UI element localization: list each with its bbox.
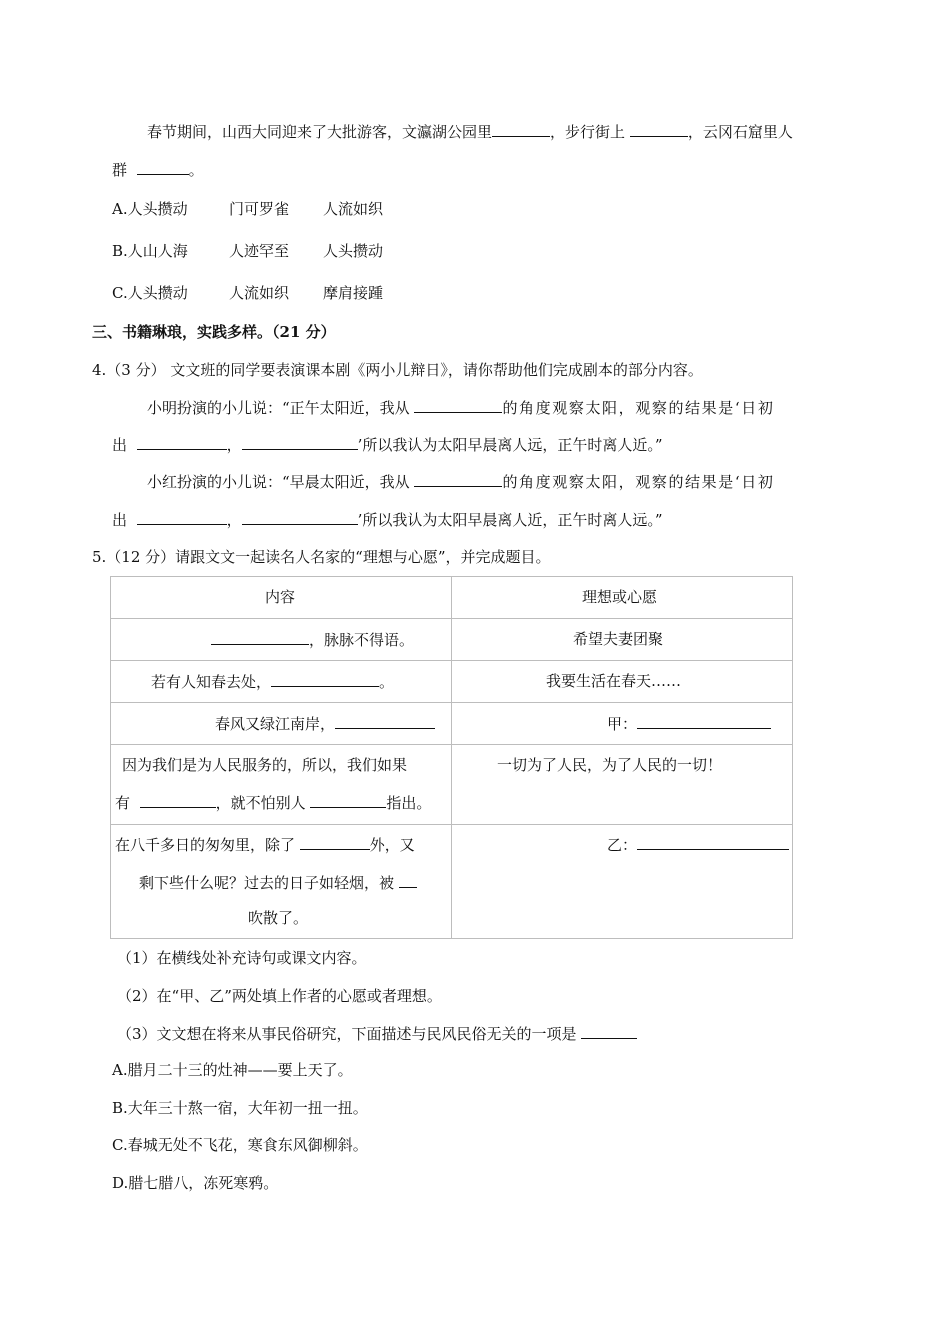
q4-text: ’所以我认为太阳早晨离人近，正午时离人远。” [357,511,663,529]
table-row-4-content-line2 [115,791,431,814]
option-word: 人山人海 [127,242,188,260]
q3-option-a-word2: 门可罗雀 [229,200,290,218]
q3-stem-line2 [112,158,204,181]
q4-xiaoming-line1 [147,396,774,419]
table-header-content: 内容 [265,588,296,606]
q4-text: 小红扮演的小儿说：“早晨太阳近，我从 [147,473,410,491]
table-row-5-content-line1 [115,833,415,856]
table-row-5-content-line3: 吹散了。 [248,909,309,927]
q3-stem-line1 [147,120,793,143]
answer-blank[interactable] [630,120,688,137]
cell-text: 指出。 [386,794,432,812]
option-label: B. [112,242,128,260]
table-divider [111,824,792,825]
answer-blank[interactable] [492,120,550,137]
section-heading: 三、书籍琳琅，实践多样。（21 分） [92,323,336,341]
q3-stem-text: 春节期间，山西大同迎来了大批游客，文瀛湖公园里 [147,123,493,141]
cell-text: 有 [115,794,131,812]
table-header-ideal: 理想或心愿 [582,588,658,606]
answer-blank[interactable] [310,791,386,808]
cell-text: 剩下些什么呢？过去的日子如轻烟，被 [139,874,395,892]
cell-text: 外，又 [369,836,415,854]
table-row-1-content [211,628,414,651]
cell-text: ，脉脉不得语。 [309,631,415,649]
q4-text: 小明扮演的小儿说：“正午太阳近，我从 [147,399,410,417]
q3-option-b[interactable] [112,240,188,262]
q4-xiaohong-line2 [112,508,663,531]
answer-blank[interactable] [140,791,216,808]
cell-text: 若有人知春去处， [151,673,272,691]
cell-label: 乙： [607,836,638,854]
q3-option-c-word3: 摩肩接踵 [323,284,384,302]
answer-blank[interactable] [242,433,358,450]
q5-sub3 [117,1022,637,1045]
table-row-4-ideal: 一切为了人民，为了人民的一切！ [497,756,723,774]
answer-blank[interactable] [137,158,189,175]
table-divider [111,744,792,745]
q5-sub1: （1）在横线处补充诗句或课文内容。 [117,949,367,967]
q4-text: ， [226,511,242,529]
q4-text: ’所以我认为太阳早晨离人远，正午时离人近。” [357,436,663,454]
q3-option-a-word3: 人流如织 [323,200,384,218]
answer-blank[interactable] [137,508,227,525]
q3-option-b-word3: 人头攒动 [323,242,384,260]
q3-option-a[interactable] [112,198,188,220]
q4-text: 出 [112,436,128,454]
q5-option-a[interactable]: A.腊月二十三的灶神——要上天了。 [112,1061,353,1079]
answer-blank[interactable] [399,871,417,888]
answer-blank[interactable] [242,508,358,525]
q5-option-b[interactable]: B.大年三十熬一宿，大年初一扭一扭。 [112,1099,368,1117]
cell-text: ，就不怕别人 [215,794,306,812]
q5-option-d[interactable]: D.腊七腊八，冻死寒鸦。 [112,1174,279,1192]
q4-text: ， [226,436,242,454]
table-divider [111,660,792,661]
q3-stem-text: 。 [188,161,204,179]
ideals-table [110,576,793,939]
option-word: 人头攒动 [127,284,188,302]
q3-option-c[interactable] [112,282,188,304]
cell-text: 春风又绿江南岸， [215,715,336,733]
q3-stem-text: ，云冈石窟里人 [687,123,793,141]
answer-blank[interactable] [211,628,309,645]
option-label: C. [112,284,128,302]
table-row-5-content-line2 [139,871,417,894]
cell-text: 在八千多日的匆匆里，除了 [115,836,296,854]
q4-stem: 4.（3 分） 文文班的同学要表演课本剧《两小儿辩日》，请你帮助他们完成剧本的部分内容。 [92,361,703,379]
q3-stem-text: 群 [112,161,128,179]
q4-text: 的角度观察太阳，观察的结果是‘日初 [502,473,775,491]
answer-blank[interactable] [637,712,771,729]
q5-sub3-text: （3）文文想在将来从事民俗研究，下面描述与民风民俗无关的一项是 [117,1025,577,1043]
q5-sub2: （2）在“甲、乙”两处填上作者的心愿或者理想。 [117,987,442,1005]
q4-xiaohong-line1 [147,470,774,493]
answer-blank[interactable] [300,833,370,850]
answer-blank[interactable] [335,712,435,729]
table-divider [111,618,792,619]
table-row-3-content [215,712,435,735]
q4-text: 出 [112,511,128,529]
cell-text: 。 [379,673,395,691]
table-row-1-ideal: 希望夫妻团聚 [573,630,664,648]
table-row-2-ideal: 我要生活在春天…… [546,672,682,690]
q3-option-b-word2: 人迹罕至 [229,242,290,260]
option-label: A. [112,200,128,218]
table-row-5-ideal [607,833,789,856]
q4-xiaoming-line2 [112,433,663,456]
q4-text: 的角度观察太阳，观察的结果是‘日初 [502,399,775,417]
q5-option-c[interactable]: C.春城无处不飞花，寒食东风御柳斜。 [112,1136,368,1154]
answer-blank[interactable] [271,670,379,687]
answer-blank[interactable] [581,1022,637,1039]
table-row-3-ideal [607,712,771,735]
q5-stem: 5.（12 分）请跟文文一起读名人名家的“理想与心愿”，并完成题目。 [92,548,551,566]
answer-blank[interactable] [414,396,502,413]
table-row-2-content [151,670,394,693]
table-divider [451,577,452,938]
answer-blank[interactable] [414,470,502,487]
table-divider [111,702,792,703]
table-row-4-content-line1: 因为我们是为人民服务的，所以，我们如果 [122,756,408,774]
q3-stem-text: ，步行街上 [550,123,626,141]
cell-label: 甲： [607,715,638,733]
q3-option-c-word2: 人流如织 [229,284,290,302]
answer-blank[interactable] [137,433,227,450]
answer-blank[interactable] [637,833,789,850]
option-word: 人头攒动 [127,200,188,218]
